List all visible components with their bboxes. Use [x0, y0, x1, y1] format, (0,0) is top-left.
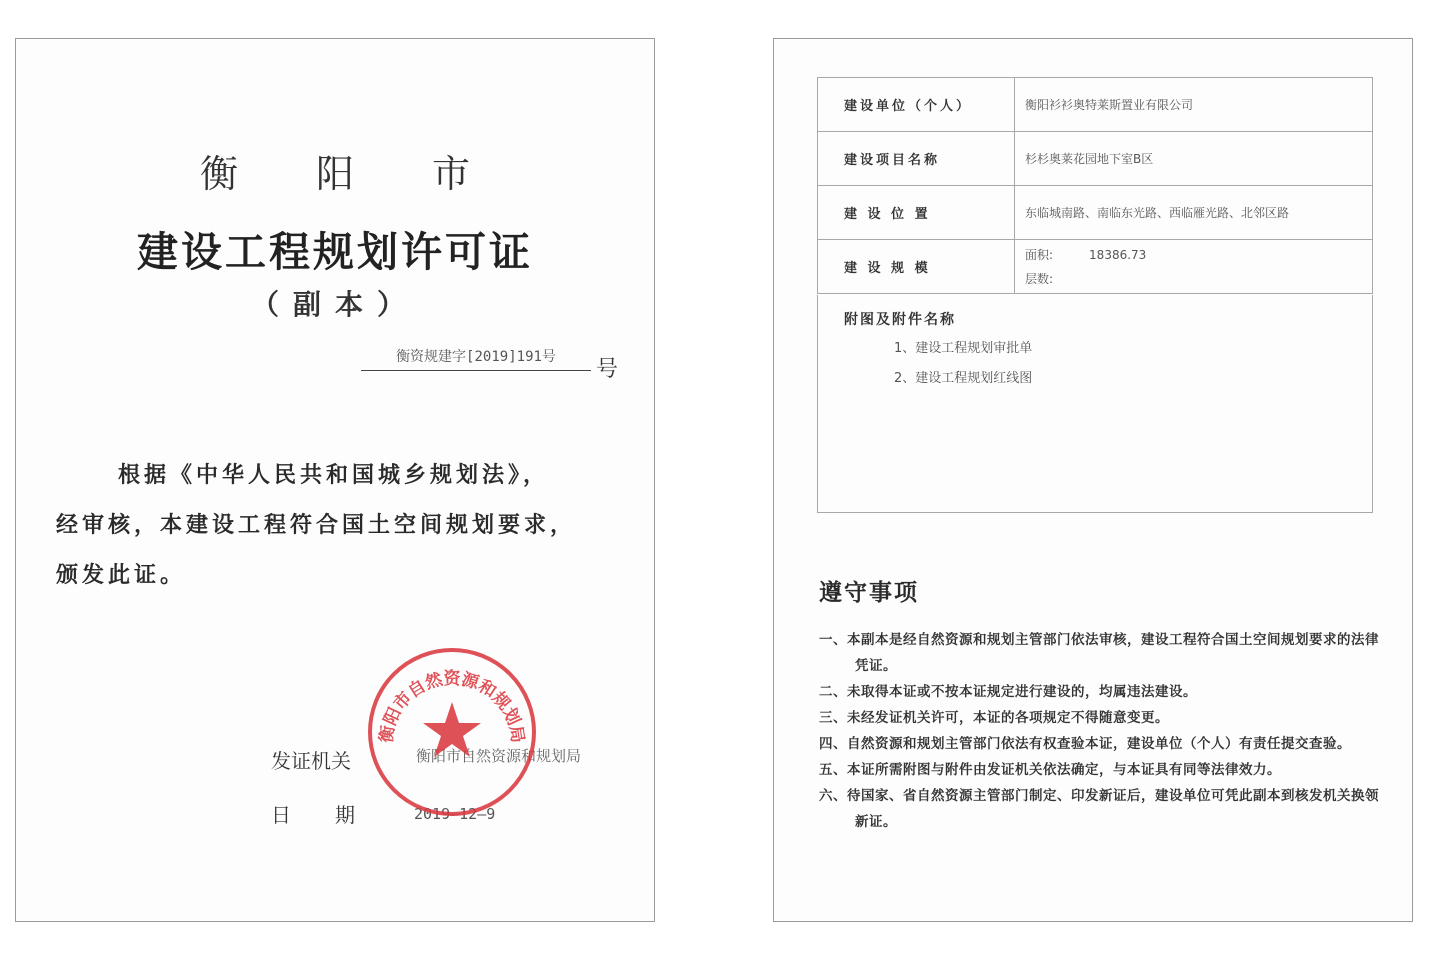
rule-item: 六、待国家、省自然资源主管部门制定、印发新证后，建设单位可凭此副本到核发机关换领新证。 — [819, 788, 1379, 830]
area-label: 面积: — [1025, 247, 1054, 262]
table-label: 建设单位（个人） — [818, 78, 1015, 132]
rule-item: 二、未取得本证或不按本证规定进行建设的，均属违法建设。 — [819, 684, 1197, 700]
table-row — [818, 78, 1373, 132]
number-suffix: 号 — [596, 357, 619, 382]
table-row — [818, 132, 1373, 186]
table-label: 建 设 规 模 — [818, 240, 1015, 294]
issuer-label: 发证机关 — [271, 749, 351, 773]
table-value: 东临城南路、南临东光路、西临雁光路、北邻区路 — [1015, 186, 1373, 240]
rule-item: 四、自然资源和规划主管部门依法有权查验本证，建设单位（个人）有责任提交查验。 — [819, 736, 1351, 752]
rule-item: 三、未经发证机关许可，本证的各项规定不得随意变更。 — [819, 710, 1169, 726]
table-row — [818, 186, 1373, 240]
issuer-value: 衡阳市自然资源和规划局 — [416, 747, 582, 765]
attachment-item: 1、建设工程规划审批单 — [894, 341, 1033, 356]
permit-body — [56, 451, 626, 601]
permit-title: 建设工程规划许可证 — [137, 228, 533, 276]
permit-back-page — [773, 38, 1413, 922]
floors-label: 层数: — [1025, 271, 1054, 286]
body-line: 经审核，本建设工程符合国土空间规划要求， — [56, 513, 577, 538]
scale-values — [1015, 240, 1373, 294]
city-name: 衡阳市 — [199, 152, 548, 196]
date-label: 日期 — [271, 803, 399, 827]
rule-item: 五、本证所需附图与附件由发证机关依法确定，与本证具有同等法律效力。 — [819, 762, 1281, 778]
seal-text: 衡阳市自然资源和规划局 — [376, 669, 528, 745]
rules-list — [819, 627, 1379, 835]
table-row — [818, 240, 1373, 294]
rule-item: 一、本副本是经自然资源和规划主管部门依法审核，建设工程符合国土空间规划要求的法律凭证。 — [819, 632, 1379, 674]
copy-label: （副本） — [250, 288, 419, 321]
body-line: 根据《中华人民共和国城乡规划法》， — [118, 463, 550, 488]
attachment-item: 2、建设工程规划红线图 — [894, 371, 1033, 386]
permit-number: 衡资规建字[2019]191号 — [361, 344, 591, 371]
project-info-table — [817, 77, 1373, 294]
official-seal-icon — [364, 644, 540, 820]
table-label: 建设项目名称 — [818, 132, 1015, 186]
area-value: 18386.73 — [1089, 247, 1147, 262]
body-line: 颁发此证。 — [56, 563, 187, 588]
attachments-title: 附图及附件名称 — [844, 312, 956, 328]
table-value: 衡阳衫衫奥特莱斯置业有限公司 — [1015, 78, 1373, 132]
table-value: 杉杉奥莱花园地下室B区 — [1015, 132, 1373, 186]
attachments-box — [817, 295, 1373, 513]
table-label: 建 设 位 置 — [818, 186, 1015, 240]
date-value: 2019—12—9 — [414, 805, 496, 823]
permit-front-page — [15, 38, 655, 922]
rules-title: 遵守事项 — [819, 580, 919, 606]
